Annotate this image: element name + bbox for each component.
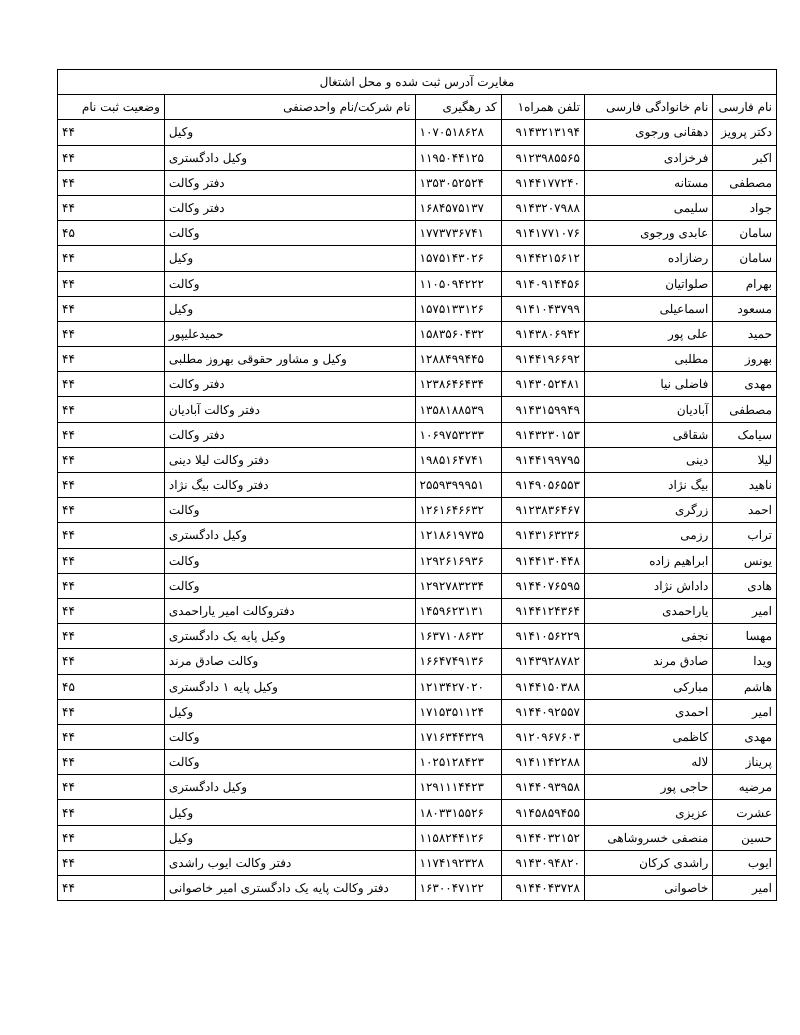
last-name-cell: فرخزادی [584, 145, 712, 170]
first-name-cell: پریناز [713, 750, 777, 775]
tracking-code-cell: ۱۲۹۲۶۱۶۹۳۶ [415, 548, 501, 573]
table-title: مغایرت آدرس ثبت شده و محل اشتغال [58, 70, 777, 95]
first-name-cell: ناهید [713, 473, 777, 498]
tracking-code-cell: ۱۲۳۸۶۴۶۴۳۴ [415, 372, 501, 397]
last-name-cell: دهقانی ورجوی [584, 120, 712, 145]
mobile-cell: ۹۱۴۱۷۷۱۰۷۶ [501, 221, 584, 246]
company-cell: وکالت صادق مرند [164, 649, 415, 674]
table-row [58, 699, 777, 724]
mobile-cell: ۹۱۴۳۹۲۸۷۸۲ [501, 649, 584, 674]
tracking-code-cell: ۱۲۹۲۷۸۳۲۳۴ [415, 573, 501, 598]
tracking-code-cell: ۱۷۱۵۳۵۱۱۲۴ [415, 699, 501, 724]
status-cell: ۴۴ [58, 523, 165, 548]
first-name-cell: امیر [713, 876, 777, 901]
status-cell: ۴۴ [58, 145, 165, 170]
tracking-code-cell: ۱۱۹۵۰۴۴۱۲۵ [415, 145, 501, 170]
first-name-cell: مصطفی [713, 170, 777, 195]
tracking-code-cell: ۱۹۸۵۱۶۴۷۴۱ [415, 447, 501, 472]
table-row [58, 422, 777, 447]
status-cell: ۴۴ [58, 850, 165, 875]
tracking-code-cell: ۱۳۵۳۰۵۲۵۲۴ [415, 170, 501, 195]
status-cell: ۴۴ [58, 195, 165, 220]
tracking-code-cell: ۱۶۳۰۰۴۷۱۲۲ [415, 876, 501, 901]
status-cell: ۴۴ [58, 397, 165, 422]
company-cell: دفتر وکالت [164, 372, 415, 397]
first-name-cell: بهروز [713, 347, 777, 372]
table-row [58, 372, 777, 397]
table-row [58, 724, 777, 749]
company-cell: وکیل [164, 800, 415, 825]
status-cell: ۴۴ [58, 271, 165, 296]
table-row [58, 876, 777, 901]
last-name-cell: رزمی [584, 523, 712, 548]
first-name-cell: عشرت [713, 800, 777, 825]
status-cell: ۴۴ [58, 548, 165, 573]
header-first-name: نام فارسی [713, 95, 777, 120]
table-row [58, 649, 777, 674]
status-cell: ۴۴ [58, 825, 165, 850]
mobile-cell: ۹۱۴۱۰۵۶۲۲۹ [501, 624, 584, 649]
tracking-code-cell: ۱۲۶۱۶۴۶۶۳۲ [415, 498, 501, 523]
company-cell: دفتروکالت امیر یاراحمدی [164, 598, 415, 623]
first-name-cell: هادی [713, 573, 777, 598]
tracking-code-cell: ۱۰۲۵۱۲۸۴۲۳ [415, 750, 501, 775]
mobile-cell: ۹۱۴۴۰۳۲۱۵۲ [501, 825, 584, 850]
first-name-cell: هاشم [713, 674, 777, 699]
company-cell: وکالت [164, 548, 415, 573]
tracking-code-cell: ۱۲۱۸۶۱۹۷۳۵ [415, 523, 501, 548]
status-cell: ۴۴ [58, 800, 165, 825]
mobile-cell: ۹۱۴۹۰۵۶۵۵۳ [501, 473, 584, 498]
first-name-cell: مهدی [713, 372, 777, 397]
status-cell: ۴۴ [58, 573, 165, 598]
table-row [58, 473, 777, 498]
company-cell: وکالت [164, 573, 415, 598]
status-cell: ۴۴ [58, 498, 165, 523]
table-row [58, 145, 777, 170]
mobile-cell: ۹۱۴۴۱۲۴۳۶۴ [501, 598, 584, 623]
mobile-cell: ۹۱۴۳۰۹۴۸۲۰ [501, 850, 584, 875]
company-cell: دفتر وکالت [164, 422, 415, 447]
company-cell: وکیل دادگستری [164, 523, 415, 548]
first-name-cell: ویدا [713, 649, 777, 674]
last-name-cell: عابدی ورجوی [584, 221, 712, 246]
mobile-cell: ۹۱۴۳۲۳۰۱۵۳ [501, 422, 584, 447]
tracking-code-cell: ۱۶۶۴۷۴۹۱۳۶ [415, 649, 501, 674]
mobile-cell: ۹۱۴۴۲۱۵۶۱۲ [501, 246, 584, 271]
status-cell: ۴۵ [58, 221, 165, 246]
company-cell: دفتر وکالت [164, 170, 415, 195]
status-cell: ۴۴ [58, 750, 165, 775]
table-row [58, 548, 777, 573]
first-name-cell: حمید [713, 321, 777, 346]
first-name-cell: بهرام [713, 271, 777, 296]
tracking-code-cell: ۱۷۱۶۳۴۴۳۲۹ [415, 724, 501, 749]
last-name-cell: راشدی کرکان [584, 850, 712, 875]
tracking-code-cell: ۱۱۷۴۱۹۲۳۲۸ [415, 850, 501, 875]
tracking-code-cell: ۱۴۵۹۶۲۳۱۳۱ [415, 598, 501, 623]
table-row [58, 221, 777, 246]
status-cell: ۴۴ [58, 775, 165, 800]
company-cell: دفتر وکالت آبادیان [164, 397, 415, 422]
mobile-cell: ۹۱۴۳۱۶۳۲۳۶ [501, 523, 584, 548]
table-body [58, 120, 777, 901]
status-cell: ۴۴ [58, 347, 165, 372]
last-name-cell: لاله [584, 750, 712, 775]
mobile-cell: ۹۱۴۰۹۱۴۴۵۶ [501, 271, 584, 296]
first-name-cell: حسین [713, 825, 777, 850]
first-name-cell: امیر [713, 598, 777, 623]
status-cell: ۴۴ [58, 296, 165, 321]
mobile-cell: ۹۱۴۴۰۷۶۵۹۵ [501, 573, 584, 598]
status-cell: ۴۴ [58, 699, 165, 724]
first-name-cell: دکتر پرویز [713, 120, 777, 145]
table-row [58, 397, 777, 422]
mobile-cell: ۹۱۴۳۲۱۳۱۹۴ [501, 120, 584, 145]
tracking-code-cell: ۱۸۰۳۳۱۵۵۲۶ [415, 800, 501, 825]
table-row [58, 347, 777, 372]
last-name-cell: خاصوانی [584, 876, 712, 901]
status-cell: ۴۴ [58, 876, 165, 901]
company-cell: وکالت [164, 271, 415, 296]
tracking-code-cell: ۱۵۸۳۵۶۰۴۳۲ [415, 321, 501, 346]
table-row [58, 321, 777, 346]
first-name-cell: سامان [713, 221, 777, 246]
company-cell: وکیل دادگستری [164, 775, 415, 800]
table-row [58, 271, 777, 296]
tracking-code-cell: ۱۲۸۸۴۹۹۴۴۵ [415, 347, 501, 372]
company-cell: حمیدعلیپور [164, 321, 415, 346]
last-name-cell: مستانه [584, 170, 712, 195]
last-name-cell: دینی [584, 447, 712, 472]
mobile-cell: ۹۱۲۳۸۳۶۴۶۷ [501, 498, 584, 523]
company-cell: دفتر وکالت لیلا دینی [164, 447, 415, 472]
table-row [58, 750, 777, 775]
company-cell: وکیل [164, 296, 415, 321]
status-cell: ۴۴ [58, 624, 165, 649]
first-name-cell: مهدی [713, 724, 777, 749]
table-row [58, 850, 777, 875]
last-name-cell: آبادیان [584, 397, 712, 422]
table-row [58, 296, 777, 321]
last-name-cell: صادق مرند [584, 649, 712, 674]
mobile-cell: ۹۱۴۴۰۹۳۹۵۸ [501, 775, 584, 800]
tracking-code-cell: ۱۱۵۸۲۴۴۱۲۶ [415, 825, 501, 850]
first-name-cell: امیر [713, 699, 777, 724]
mobile-cell: ۹۱۴۴۱۷۷۲۴۰ [501, 170, 584, 195]
company-cell: دفتر وکالت [164, 195, 415, 220]
status-cell: ۴۴ [58, 372, 165, 397]
last-name-cell: اسماعیلی [584, 296, 712, 321]
first-name-cell: مسعود [713, 296, 777, 321]
mobile-cell: ۹۱۴۴۱۳۰۴۴۸ [501, 548, 584, 573]
first-name-cell: سیامک [713, 422, 777, 447]
registration-table [57, 69, 777, 901]
tracking-code-cell: ۱۶۸۴۵۷۵۱۳۷ [415, 195, 501, 220]
tracking-code-cell: ۱۵۷۵۱۳۳۱۲۶ [415, 296, 501, 321]
status-cell: ۴۴ [58, 447, 165, 472]
first-name-cell: ایوب [713, 850, 777, 875]
tracking-code-cell: ۱۲۹۱۱۱۴۴۲۳ [415, 775, 501, 800]
last-name-cell: مطلبی [584, 347, 712, 372]
last-name-cell: صلواتیان [584, 271, 712, 296]
table-row [58, 170, 777, 195]
first-name-cell: احمد [713, 498, 777, 523]
first-name-cell: مصطفی [713, 397, 777, 422]
header-status: وضعیت ثبت نام [58, 95, 165, 120]
tracking-code-cell: ۱۱۰۵۰۹۴۲۲۲ [415, 271, 501, 296]
tracking-code-cell: ۲۵۵۹۳۹۹۹۵۱ [415, 473, 501, 498]
last-name-cell: شقاقی [584, 422, 712, 447]
table-row [58, 447, 777, 472]
status-cell: ۴۵ [58, 674, 165, 699]
header-tracking-code: کد رهگیری [415, 95, 501, 120]
header-company: نام شرکت/نام واحدصنفی [164, 95, 415, 120]
first-name-cell: مهسا [713, 624, 777, 649]
table-row [58, 800, 777, 825]
mobile-cell: ۹۱۲۳۹۸۵۵۶۵ [501, 145, 584, 170]
table-row [58, 825, 777, 850]
status-cell: ۴۴ [58, 598, 165, 623]
table-row [58, 523, 777, 548]
first-name-cell: تراب [713, 523, 777, 548]
table-row [58, 195, 777, 220]
mobile-cell: ۹۱۴۳۲۰۷۹۸۸ [501, 195, 584, 220]
mobile-cell: ۹۱۴۴۱۵۰۳۸۸ [501, 674, 584, 699]
status-cell: ۴۴ [58, 649, 165, 674]
first-name-cell: جواد [713, 195, 777, 220]
table-row [58, 573, 777, 598]
company-cell: وکیل پایه ۱ دادگستری [164, 674, 415, 699]
company-cell: وکیل و مشاور حقوقی بهروز مطلبی [164, 347, 415, 372]
status-cell: ۴۴ [58, 422, 165, 447]
mobile-cell: ۹۱۴۴۰۴۳۷۲۸ [501, 876, 584, 901]
tracking-code-cell: ۱۰۶۹۷۵۳۲۳۳ [415, 422, 501, 447]
mobile-cell: ۹۱۴۴۱۹۶۶۹۲ [501, 347, 584, 372]
first-name-cell: لیلا [713, 447, 777, 472]
mobile-cell: ۹۱۴۴۱۹۹۷۹۵ [501, 447, 584, 472]
company-cell: دفتر وکالت ایوب راشدی [164, 850, 415, 875]
table-row [58, 120, 777, 145]
first-name-cell: یونس [713, 548, 777, 573]
status-cell: ۴۴ [58, 724, 165, 749]
tracking-code-cell: ۱۷۷۳۷۳۶۷۴۱ [415, 221, 501, 246]
status-cell: ۴۴ [58, 120, 165, 145]
table-row [58, 246, 777, 271]
tracking-code-cell: ۱۳۵۸۱۸۸۵۳۹ [415, 397, 501, 422]
company-cell: وکیل دادگستری [164, 145, 415, 170]
mobile-cell: ۹۱۴۳۸۰۶۹۴۲ [501, 321, 584, 346]
company-cell: وکالت [164, 750, 415, 775]
tracking-code-cell: ۱۰۷۰۵۱۸۶۲۸ [415, 120, 501, 145]
status-cell: ۴۴ [58, 321, 165, 346]
header-mobile: تلفن همراه۱ [501, 95, 584, 120]
first-name-cell: سامان [713, 246, 777, 271]
last-name-cell: فاضلی نیا [584, 372, 712, 397]
company-cell: دفتر وکالت بیگ نژاد [164, 473, 415, 498]
table-row [58, 775, 777, 800]
table-row [58, 598, 777, 623]
first-name-cell: مرضیه [713, 775, 777, 800]
mobile-cell: ۹۱۴۳۰۵۲۴۸۱ [501, 372, 584, 397]
company-cell: وکیل [164, 825, 415, 850]
last-name-cell: نجفی [584, 624, 712, 649]
table-row [58, 674, 777, 699]
table-row [58, 624, 777, 649]
company-cell: وکیل [164, 120, 415, 145]
mobile-cell: ۹۱۴۵۸۵۹۴۵۵ [501, 800, 584, 825]
status-cell: ۴۴ [58, 246, 165, 271]
mobile-cell: ۹۱۴۳۱۵۹۹۴۹ [501, 397, 584, 422]
status-cell: ۴۴ [58, 170, 165, 195]
last-name-cell: یاراحمدی [584, 598, 712, 623]
last-name-cell: داداش نژاد [584, 573, 712, 598]
company-cell: وکالت [164, 724, 415, 749]
company-cell: وکیل [164, 699, 415, 724]
last-name-cell: مبارکی [584, 674, 712, 699]
company-cell: دفتر وکالت پایه یک دادگستری امیر خاصوانی [164, 876, 415, 901]
tracking-code-cell: ۱۵۷۵۱۴۳۰۲۶ [415, 246, 501, 271]
last-name-cell: سلیمی [584, 195, 712, 220]
mobile-cell: ۹۱۴۴۰۹۲۵۵۷ [501, 699, 584, 724]
company-cell: وکالت [164, 221, 415, 246]
last-name-cell: حاجی پور [584, 775, 712, 800]
last-name-cell: احمدی [584, 699, 712, 724]
last-name-cell: بیگ نژاد [584, 473, 712, 498]
last-name-cell: زرگری [584, 498, 712, 523]
last-name-cell: عزیزی [584, 800, 712, 825]
last-name-cell: کاظمی [584, 724, 712, 749]
last-name-cell: علی پور [584, 321, 712, 346]
header-row [58, 95, 777, 120]
company-cell: وکالت [164, 498, 415, 523]
status-cell: ۴۴ [58, 473, 165, 498]
table-row [58, 498, 777, 523]
mobile-cell: ۹۱۲۰۹۶۷۶۰۳ [501, 724, 584, 749]
first-name-cell: اکبر [713, 145, 777, 170]
last-name-cell: منصفی خسروشاهی [584, 825, 712, 850]
tracking-code-cell: ۱۶۳۷۱۰۸۶۳۲ [415, 624, 501, 649]
company-cell: وکیل [164, 246, 415, 271]
company-cell: وکیل پایه یک دادگستری [164, 624, 415, 649]
mobile-cell: ۹۱۴۱۰۴۳۷۹۹ [501, 296, 584, 321]
last-name-cell: رضازاده [584, 246, 712, 271]
last-name-cell: ابراهیم زاده [584, 548, 712, 573]
tracking-code-cell: ۱۲۱۳۴۲۷۰۲۰ [415, 674, 501, 699]
header-last-name: نام خانوادگی فارسی [584, 95, 712, 120]
mobile-cell: ۹۱۴۱۱۴۲۲۸۸ [501, 750, 584, 775]
